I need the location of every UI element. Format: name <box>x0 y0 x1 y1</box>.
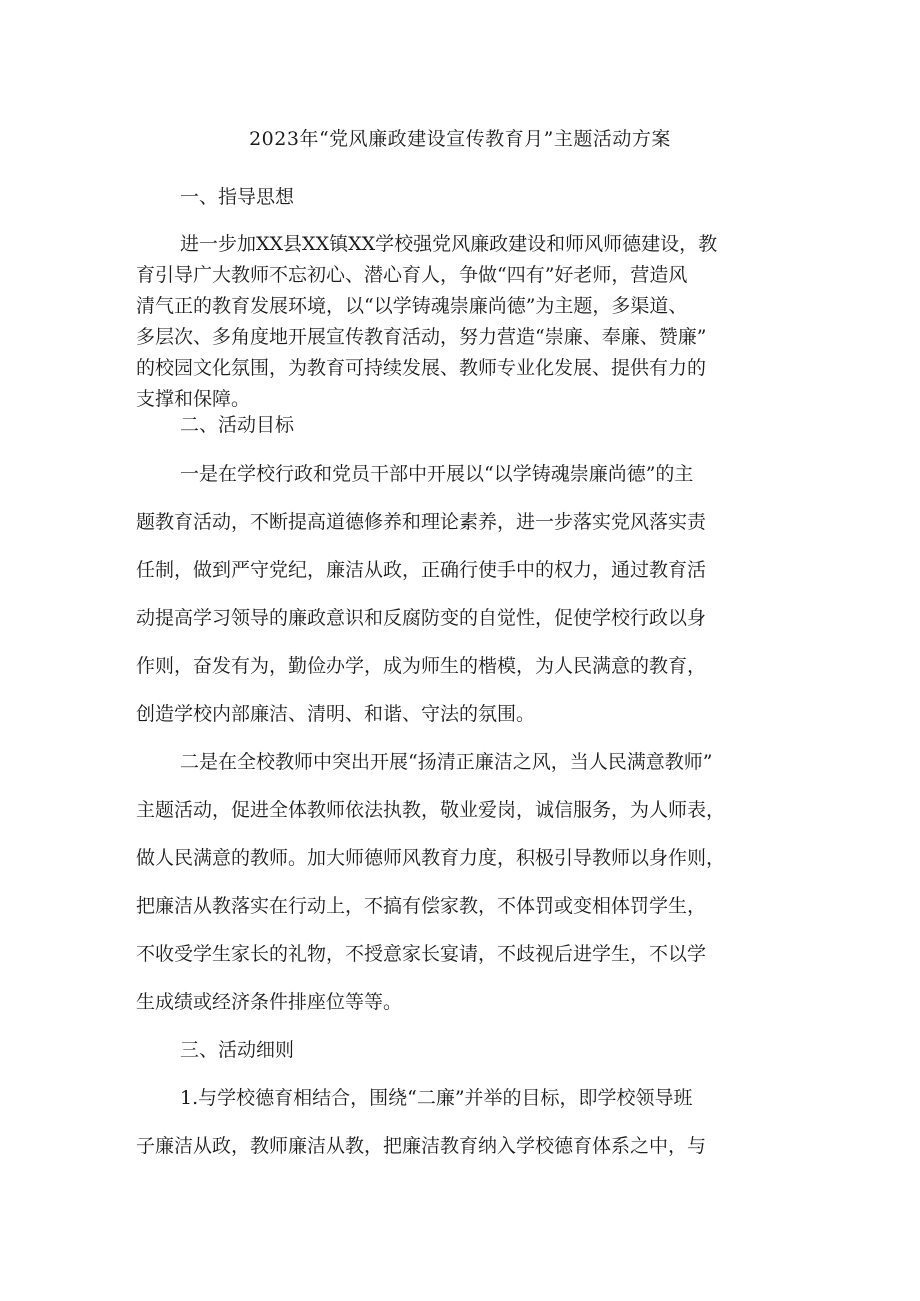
paragraph-line: 作则，奋发有为，勤俭办学，成为师生的楷模，为人民满意的教育， <box>136 655 707 677</box>
paragraph-line: 把廉洁从教落实在行动上，不搞有偿家教，不体罚或变相体罚学生， <box>136 895 707 917</box>
section-heading-activity-goals: 二、活动目标 <box>180 414 295 436</box>
paragraph-line: 动提高学习领导的廉政意识和反腐防变的自觉性，促使学校行政以身 <box>136 607 707 629</box>
paragraph-line: 一是在学校行政和党员干部中开展以“以学铸魂崇廉尚德”的主 <box>180 463 694 485</box>
document-title: 2023年“党风廉政建设宣传教育月”主题活动方案 <box>249 128 671 150</box>
paragraph-line: 1.与学校德育相结合，围绕“二廉”并举的目标，即学校领导班 <box>180 1087 693 1109</box>
paragraph-line: 清气正的教育发展环境，以“以学铸魂崇廉尚德”为主题，多渠道、 <box>136 295 688 317</box>
paragraph-line: 支撑和保障。 <box>136 388 251 410</box>
paragraph-line: 进一步加XX县XX镇XX学校强党风廉政建设和师风师德建设，教 <box>180 233 718 255</box>
paragraph-line: 主题活动，促进全体教师依法执教，敬业爱岗，诚信服务，为人师表， <box>136 799 726 821</box>
section-heading-guiding-thought: 一、指导思想 <box>180 186 295 208</box>
paragraph-line: 二是在全校教师中突出开展“扬清正廉洁之风，当人民满意教师” <box>180 751 713 773</box>
paragraph-line: 任制，做到严守党纪，廉洁从政，正确行使手中的权力，通过教育活 <box>136 559 707 581</box>
paragraph-line: 创造学校内部廉洁、清明、和谐、守法的氛围。 <box>136 703 536 725</box>
paragraph-line: 做人民满意的教师。加大师德师风教育力度，积极引导教师以身作则， <box>136 847 726 869</box>
section-heading-activity-details: 三、活动细则 <box>180 1039 295 1061</box>
paragraph-line: 子廉洁从政，教师廉洁从教，把廉洁教育纳入学校德育体系之中，与 <box>136 1135 707 1157</box>
paragraph-line: 的校园文化氛围，为教育可持续发展、教师专业化发展、提供有力的 <box>136 357 707 379</box>
paragraph-line: 不收受学生家长的礼物，不授意家长宴请，不歧视后进学生，不以学 <box>136 943 707 965</box>
paragraph-line: 生成绩或经济条件排座位等等。 <box>136 991 403 1013</box>
paragraph-line: 育引导广大教师不忘初心、潜心育人，争做“四有”好老师，营造风 <box>136 264 688 286</box>
paragraph-line: 多层次、多角度地开展宣传教育活动，努力营造“崇廉、奉廉、赞廉” <box>136 326 707 348</box>
paragraph-line: 题教育活动，不断提高道德修养和理论素养，进一步落实党风落实责 <box>136 511 707 533</box>
